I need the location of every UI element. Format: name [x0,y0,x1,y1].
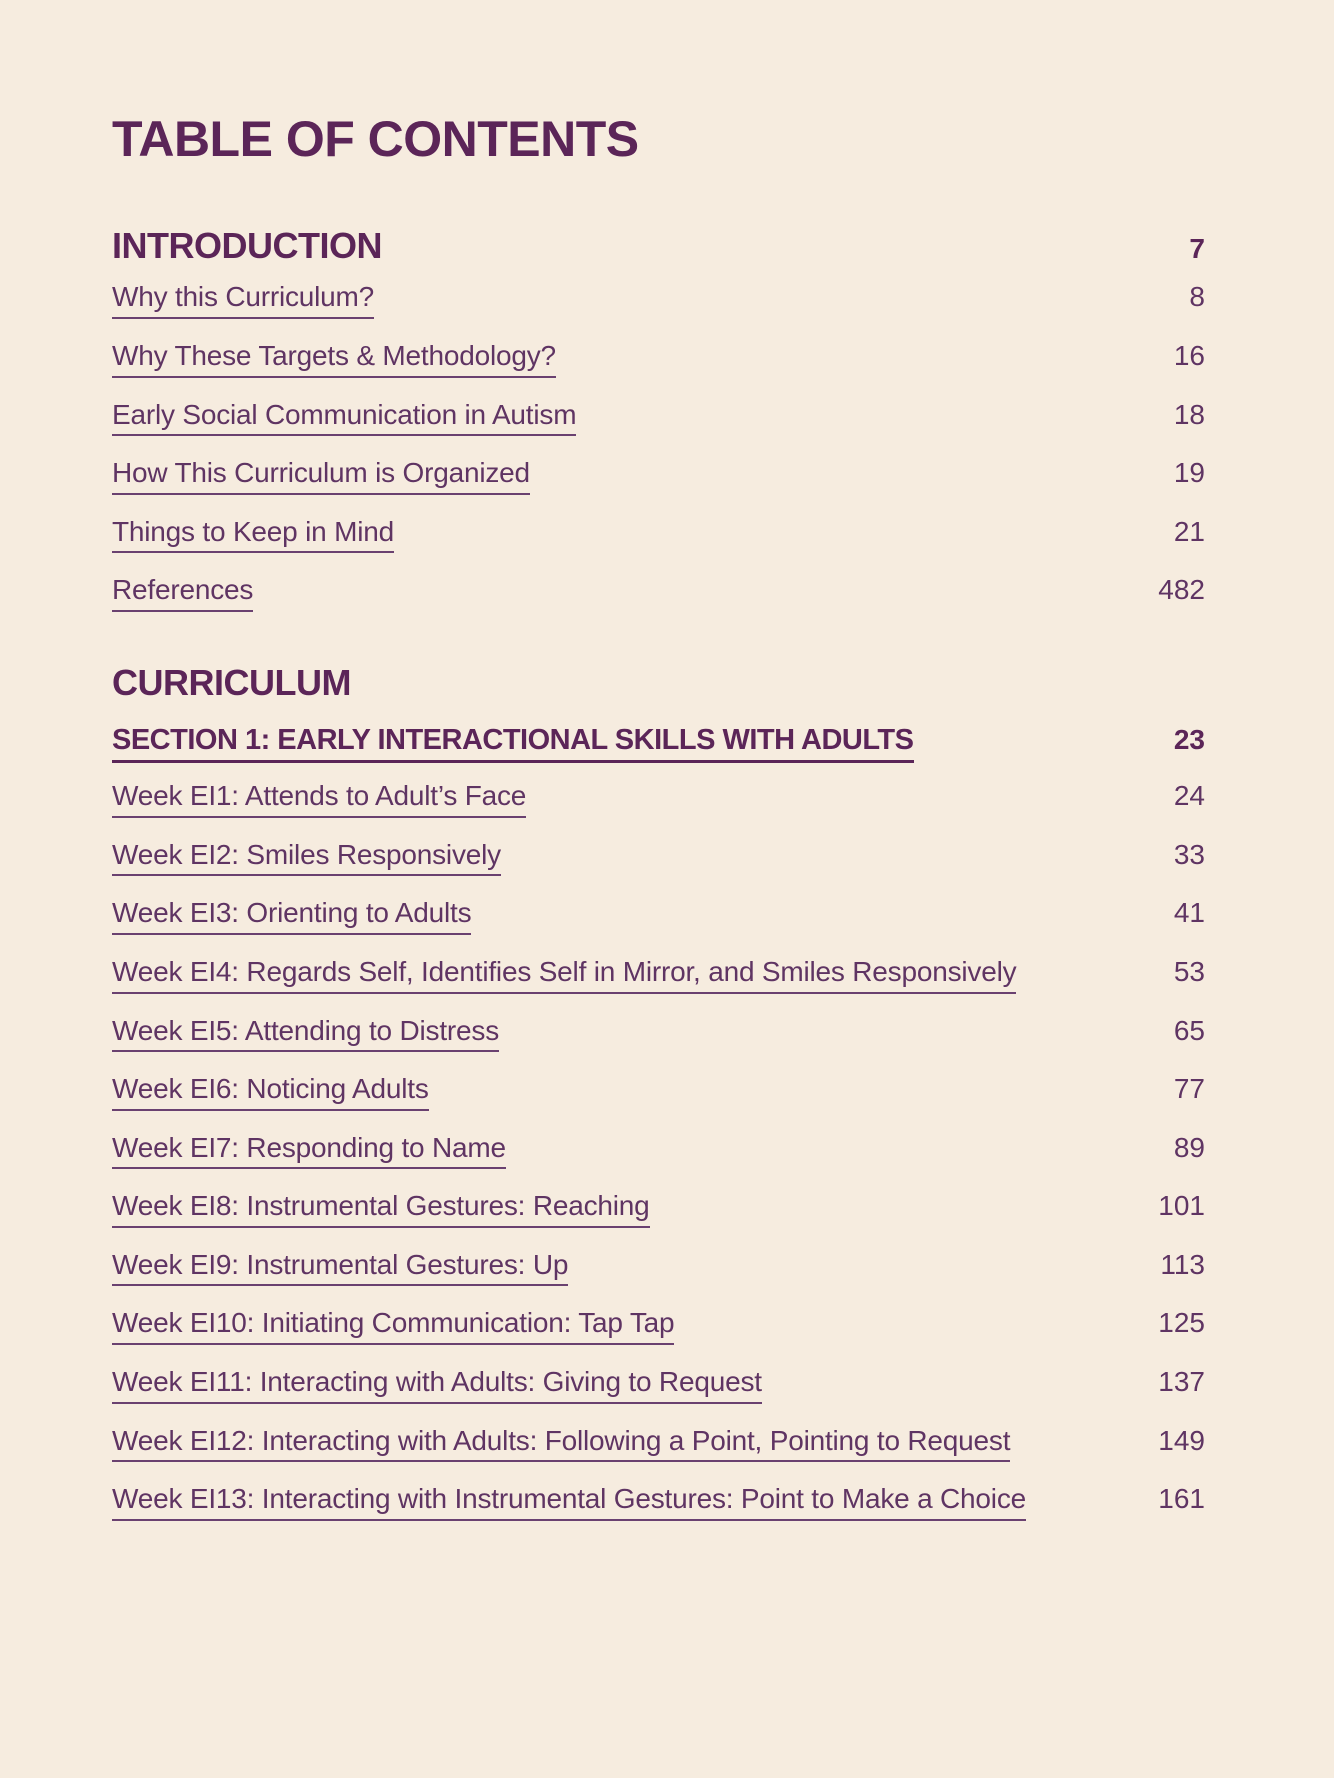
toc-page-number: 137 [1158,1366,1205,1398]
toc-row [112,896,1205,935]
toc-row [112,838,1205,877]
toc-row [112,280,1205,319]
toc-page-number: 149 [1158,1424,1205,1456]
toc-page-number: 161 [1158,1483,1205,1515]
toc-link-week-ei13[interactable]: Week EI13: Interacting with Instrumental Gestures: Point to Make a Choice [112,1482,1026,1521]
toc-row [112,1189,1205,1228]
toc-row [112,1482,1205,1521]
toc-page-number: 482 [1158,574,1205,606]
toc-page-number: 21 [1173,515,1205,547]
toc-row [112,1014,1205,1053]
toc-link-week-ei9[interactable]: Week EI9: Instrumental Gestures: Up [112,1248,568,1287]
toc-row [112,1248,1205,1287]
toc-link-things-to-keep-in-mind[interactable]: Things to Keep in Mind [112,515,394,554]
toc-row [112,1131,1205,1170]
toc-page-number: 8 [1189,281,1205,313]
toc-page-number: 19 [1173,457,1205,489]
toc-row [112,339,1205,378]
toc-row [112,779,1205,818]
section1-page-number: 23 [1173,724,1205,756]
page-title: TABLE OF CONTENTS [112,111,639,167]
toc-page-number: 33 [1173,838,1205,870]
toc-row [112,573,1205,612]
toc-link-week-ei12[interactable]: Week EI12: Interacting with Adults: Following a Point, Pointing to Request [112,1424,1010,1463]
toc-row [112,955,1205,994]
toc-link-week-ei8[interactable]: Week EI8: Instrumental Gestures: Reaching [112,1189,650,1228]
intro-page-number: 7 [1189,233,1205,264]
toc-link-week-ei6[interactable]: Week EI6: Noticing Adults [112,1072,429,1111]
toc-link-how-organized[interactable]: How This Curriculum is Organized [112,456,530,495]
toc-page-number: 113 [1160,1248,1205,1280]
toc-page-number: 125 [1158,1307,1205,1339]
toc-page-number: 89 [1173,1131,1205,1163]
toc-link-section1[interactable]: SECTION 1: EARLY INTERACTIONAL SKILLS WITH ADULTS [112,723,914,763]
toc-link-references[interactable]: References [112,573,253,612]
toc-link-early-social-communication[interactable]: Early Social Communication in Autism [112,398,576,437]
toc-row [112,398,1205,437]
intro-heading-row [112,225,1205,266]
toc-link-week-ei11[interactable]: Week EI11: Interacting with Adults: Giving to Request [112,1365,762,1404]
toc-page-number: 41 [1173,897,1205,929]
section1-row [112,723,1205,763]
toc-link-why-these-targets[interactable]: Why These Targets & Methodology? [112,339,556,378]
toc-link-week-ei3[interactable]: Week EI3: Orienting to Adults [112,896,471,935]
toc-page-number: 24 [1173,780,1205,812]
toc-page-number: 65 [1173,1014,1205,1046]
curriculum-heading: CURRICULUM [112,661,351,703]
toc-link-why-this-curriculum[interactable]: Why this Curriculum? [112,280,374,319]
toc-link-week-ei4[interactable]: Week EI4: Regards Self, Identifies Self in Mirror, and Smiles Responsively [112,955,1016,994]
toc-page-number: 101 [1158,1190,1205,1222]
toc-row [112,1424,1205,1463]
toc-row [112,1072,1205,1111]
toc-page-number: 77 [1173,1073,1205,1105]
intro-heading: INTRODUCTION [112,225,382,266]
toc-link-week-ei10[interactable]: Week EI10: Initiating Communication: Tap Tap [112,1306,674,1345]
toc-row [112,1365,1205,1404]
curriculum-heading-row [112,662,1205,703]
toc-row [112,515,1205,554]
toc-link-week-ei1[interactable]: Week EI1: Attends to Adult’s Face [112,779,526,818]
toc-page-number: 16 [1173,339,1205,371]
toc-link-week-ei7[interactable]: Week EI7: Responding to Name [112,1131,506,1170]
toc-link-week-ei5[interactable]: Week EI5: Attending to Distress [112,1014,499,1053]
toc-page-number: 18 [1173,398,1205,430]
toc-page-number: 53 [1173,955,1205,987]
toc-link-week-ei2[interactable]: Week EI2: Smiles Responsively [112,838,501,877]
toc-row [112,1306,1205,1345]
toc-row [112,456,1205,495]
